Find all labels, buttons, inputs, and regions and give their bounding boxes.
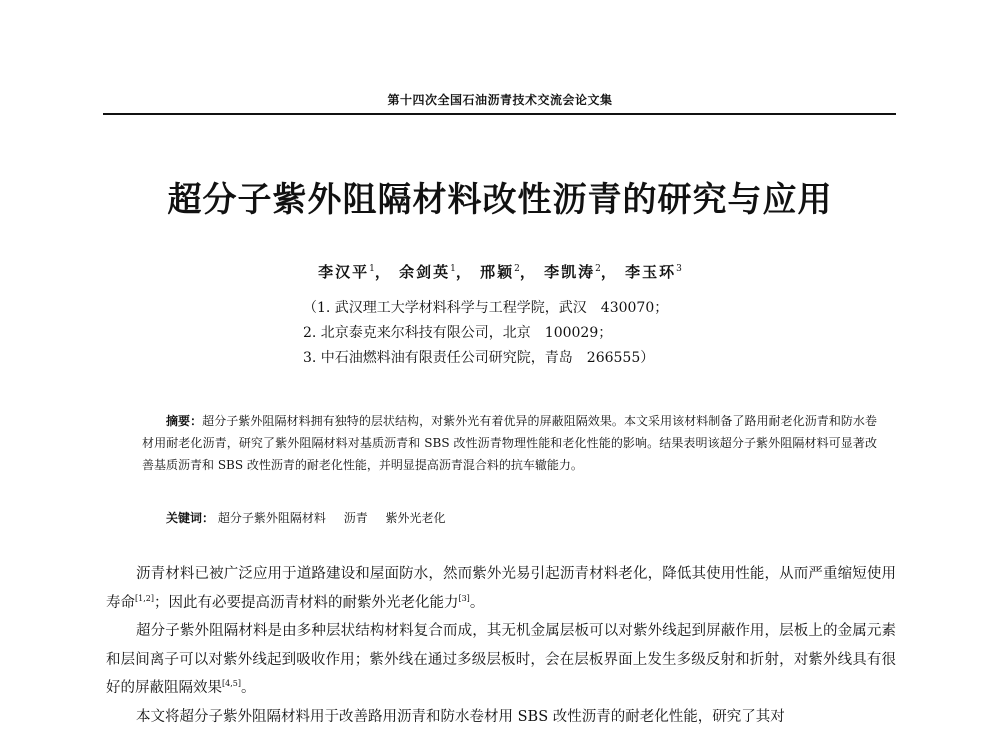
author: 李玉环$^3$	[625, 263, 682, 281]
keyword: 紫外光老化	[385, 511, 446, 525]
paper-title: 超分子紫外阻隔材料改性沥青的研究与应用	[167, 180, 833, 220]
abstract-label: 摘要：	[166, 414, 203, 428]
keywords	[166, 509, 460, 526]
body-paragraph: 超分子紫外阻隔材料是由多种层状结构材料复合而成，其无机金属层板可以对紫外线起到屏蔽作用，层板上的金属元素和层间离子可以对紫外线起到吸收作用；紫外线在通过多级层板时，会在层板界面上发生多级反射和折射，对紫外线具有很好的屏蔽阻隔效果[4,5]。	[106, 623, 896, 696]
keyword: 沥青	[343, 511, 368, 525]
author-list	[0, 261, 1000, 282]
running-header: 第十四次全国石油沥青技术交流会论文集	[387, 93, 613, 107]
author: 余剑英$^1$，	[399, 263, 473, 281]
abstract	[142, 410, 877, 476]
citation: [4,5]	[222, 679, 241, 689]
body-paragraph: 本文将超分子紫外阻隔材料用于改善路用沥青和防水卷材用 SBS 改性沥青的耐老化性能，研究了其对	[136, 708, 785, 725]
author: 邢颖$^2$，	[480, 263, 537, 281]
author: 李汉平$^1$，	[318, 263, 392, 281]
citation: [3]	[458, 593, 470, 603]
affiliation-1: （1. 武汉理工大学材料科学与工程学院，武汉 430070；	[303, 300, 669, 316]
body-text	[106, 560, 896, 731]
header-rule	[103, 113, 896, 115]
body-paragraph: 沥青材料已被广泛应用于道路建设和屋面防水，然而紫外光易引起沥青材料老化，降低其使用性能，从而严重缩短使用寿命[1,2]；因此有必要提高沥青材料的耐紫外光老化能力[3]。	[106, 566, 896, 611]
keyword: 超分子紫外阻隔材料	[217, 511, 326, 525]
author: 李凯涛$^2$，	[544, 263, 618, 281]
citation: [1,2]	[135, 593, 154, 603]
affiliation-3: 3. 中石油燃料油有限责任公司研究院，青岛 266555）	[303, 350, 655, 366]
affiliation-2: 2. 北京泰克来尔科技有限公司，北京 100029；	[303, 325, 613, 341]
keywords-label: 关键词：	[166, 511, 215, 525]
abstract-text: 超分子紫外阻隔材料拥有独特的层状结构，对紫外光有着优异的屏蔽阻隔效果。本文采用该材料制备了路用耐老化沥青和防水卷材用耐老化沥青，研究了紫外阻隔材料对基质沥青和 SBS 改性沥青物理性能和老化性能的影响。结果表明该超分子紫外阻隔材料可显著改善基质沥青和 SBS 改性沥青的耐老化性能，并明显提高沥青混合料的抗车辙能力。	[142, 414, 877, 472]
